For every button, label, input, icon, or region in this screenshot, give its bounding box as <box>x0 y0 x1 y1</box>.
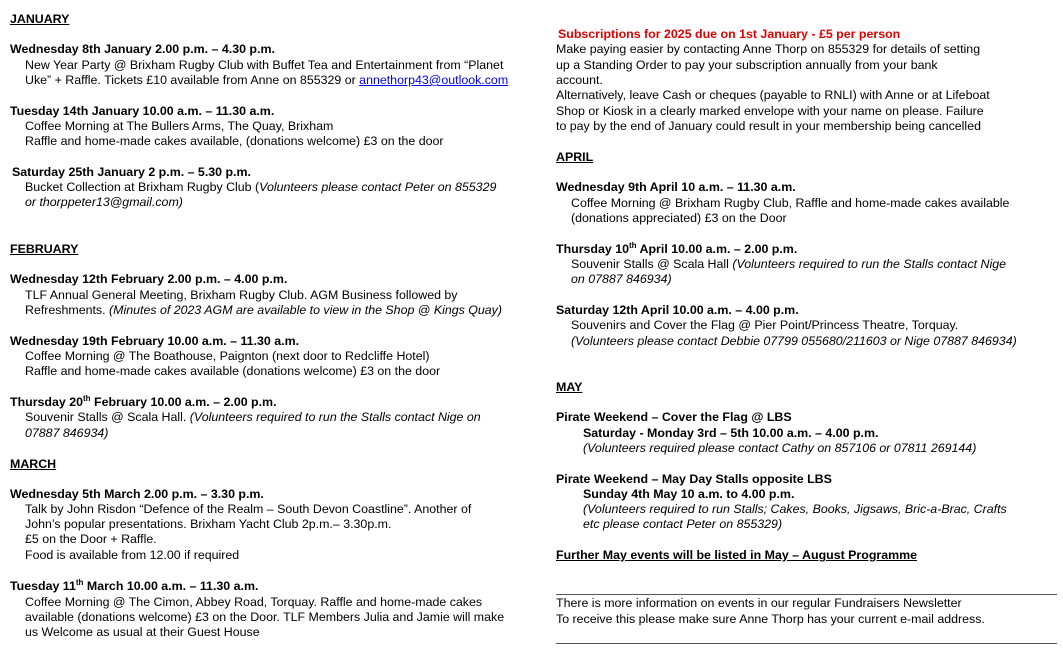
event-jan3-desc-1-italic: Volunteers please contact Peter on 855329 <box>259 180 497 194</box>
month-january: JANUARY <box>10 12 70 26</box>
event-mar2-heading-sup: th <box>75 577 84 587</box>
subscriptions-line-3: account. <box>556 73 603 87</box>
event-feb1-desc-2 <box>25 303 502 318</box>
subscriptions-line-6: to pay by the end of January could result in your membership being cancelled <box>556 119 981 133</box>
further-events-note: Further May events will be listed in May – August Programme <box>556 548 918 562</box>
event-may1-dates: Saturday - Monday 3rd – 5th 10.00 a.m. – 4.00 p.m. <box>583 426 879 440</box>
event-mar2-desc-3: us Welcome as usual at their Guest House <box>25 625 260 639</box>
event-jan1-desc-2 <box>25 73 508 88</box>
newsletter-info-1: There is more information on events in our regular Fundraisers Newsletter <box>556 596 962 610</box>
event-may2-desc-1: (Volunteers required to run Stalls; Cakes, Books, Jigsaws, Bric-a-Brac, Crafts <box>583 502 1007 516</box>
event-jan2-heading: Tuesday 14th January 10.00 a.m. – 11.30 a.m. <box>10 104 275 118</box>
event-jan3-desc-1 <box>25 180 496 195</box>
newsletter-info-2: To receive this please make sure Anne Thorp has your current e-mail address. <box>556 612 985 626</box>
event-mar1-desc-2: John’s popular presentations. Brixham Yacht Club 2p.m.– 3.30p.m. <box>25 517 392 531</box>
event-feb1-desc-2-italic: (Minutes of 2023 AGM are available to view in the Shop @ Kings Quay) <box>109 303 503 317</box>
event-feb3-heading-a: Thursday 20 <box>10 395 83 409</box>
event-apr2-heading-a: Thursday 10 <box>556 242 629 256</box>
event-may2-heading: Pirate Weekend – May Day Stalls opposite LBS <box>556 472 832 486</box>
event-jan3-desc-2: or thorppeter13@gmail.com) <box>25 195 183 209</box>
event-mar2-heading-a: Tuesday 11 <box>10 579 76 593</box>
event-jan3-desc-1-text: Bucket Collection at Brixham Rugby Club ( <box>25 180 260 194</box>
event-apr2-desc-1-text: Souvenir Stalls @ Scala Hall <box>571 257 733 271</box>
subscriptions-line-2: up a Standing Order to pay your subscription annually from your bank <box>556 58 938 72</box>
event-feb3-heading-b: February 10.00 a.m. – 2.00 p.m. <box>90 395 277 409</box>
subscriptions-heading: Subscriptions for 2025 due on 1st January - £5 per person <box>558 27 901 41</box>
event-mar1-desc-4: Food is available from 12.00 if required <box>25 548 240 562</box>
event-apr1-desc-2: (donations appreciated) £3 on the Door <box>571 211 787 225</box>
divider-bottom <box>556 643 1057 644</box>
subscriptions-line-1: Make paying easier by contacting Anne Thorp on 855329 for details of setting <box>556 42 981 56</box>
subscriptions-line-4: Alternatively, leave Cash or cheques (payable to RNLI) with Anne or at Lifeboat <box>556 88 990 102</box>
event-apr2-desc-2: on 07887 846934) <box>571 272 672 286</box>
event-feb1-desc-2-text: Refreshments. <box>25 303 110 317</box>
event-apr2-heading-sup: th <box>629 240 637 250</box>
event-jan3-heading: Saturday 25th January 2 p.m. – 5.30 p.m. <box>12 165 251 179</box>
event-mar2-heading-b: March 10.00 a.m. – 11.30 a.m. <box>83 579 259 593</box>
event-apr3-desc-1: Souvenirs and Cover the Flag @ Pier Point/Princess Theatre, Torquay. <box>571 318 959 332</box>
event-jan1-desc-2-text: Uke” + Raffle. Tickets £10 available from Anne on 855329 or <box>25 73 360 87</box>
event-jan1-desc-1: New Year Party @ Brixham Rugby Club with Buffet Tea and Entertainment from “Planet <box>25 58 504 72</box>
event-may2-desc-2: etc please contact Peter on 855329) <box>583 517 783 531</box>
event-feb3-desc-2: 07887 846934) <box>25 426 109 440</box>
event-jan2-desc-1: Coffee Morning at The Bullers Arms, The Quay, Brixham <box>25 119 334 133</box>
event-apr2-desc-1-italic: (Volunteers required to run the Stalls contact Nige <box>732 257 1007 271</box>
event-feb3-desc-1 <box>25 410 481 425</box>
event-feb1-desc-1: TLF Annual General Meeting, Brixham Rugby Club. AGM Business followed by <box>25 288 458 302</box>
event-apr3-desc-2: (Volunteers please contact Debbie 07799 055680/211603 or Nige 07887 846934) <box>571 334 1017 348</box>
event-feb1-heading: Wednesday 12th February 2.00 p.m. – 4.00 p.m. <box>10 272 288 286</box>
event-may2-dates: Sunday 4th May 10 a.m. to 4.00 p.m. <box>583 487 795 501</box>
event-feb3-heading <box>10 395 277 410</box>
subscriptions-line-5: Shop or Kiosk in a clearly marked envelope with your name on please. Failure <box>556 104 984 118</box>
event-apr1-desc-1: Coffee Morning @ Brixham Rugby Club, Raffle and home-made cakes available <box>571 196 1010 210</box>
event-mar1-desc-3: £5 on the Door + Raffle. <box>25 532 157 546</box>
event-mar2-desc-1: Coffee Morning @ The Cimon, Abbey Road, Torquay. Raffle and home-made cakes <box>25 595 483 609</box>
event-may1-heading: Pirate Weekend – Cover the Flag @ LBS <box>556 410 792 424</box>
event-feb3-heading-sup: th <box>83 393 91 403</box>
event-may1-desc-1: (Volunteers required please contact Cathy on 857106 or 07811 269144) <box>583 441 977 455</box>
event-apr2-heading <box>556 242 797 257</box>
event-feb2-heading: Wednesday 19th February 10.00 a.m. – 11.30 a.m. <box>10 334 300 348</box>
event-jan2-desc-2: Raffle and home-made cakes available, (donations welcome) £3 on the door <box>25 134 444 148</box>
email-link-anne[interactable]: annethorp43@outlook.com <box>359 73 509 87</box>
event-apr1-heading: Wednesday 9th April 10 a.m. – 11.30 a.m. <box>556 180 796 194</box>
event-mar1-heading: Wednesday 5th March 2.00 p.m. – 3.30 p.m. <box>10 487 264 501</box>
month-march: MARCH <box>10 457 57 471</box>
month-april: APRIL <box>556 150 594 164</box>
event-mar1-desc-1: Talk by John Risdon “Defence of the Realm – South Devon Coastline”. Another of <box>25 502 472 516</box>
event-apr2-heading-b: April 10.00 a.m. – 2.00 p.m. <box>636 242 798 256</box>
month-february: FEBRUARY <box>10 242 79 256</box>
event-feb2-desc-2: Raffle and home-made cakes available (donations welcome) £3 on the door <box>25 364 441 378</box>
event-feb2-desc-1: Coffee Morning @ The Boathouse, Paignton (next door to Redcliffe Hotel) <box>25 349 430 363</box>
event-mar2-heading <box>10 579 258 594</box>
event-jan1-heading: Wednesday 8th January 2.00 p.m. – 4.30 p.m. <box>10 42 275 56</box>
divider-top <box>556 594 1057 595</box>
event-mar2-desc-2: available (donations welcome) £3 on the Door. TLF Members Julia and Jamie will make <box>25 610 505 624</box>
event-apr3-heading: Saturday 12th April 10.00 a.m. – 4.00 p.m. <box>556 303 799 317</box>
event-apr2-desc-1 <box>571 257 1006 272</box>
event-feb3-desc-1-italic: (Volunteers required to run the Stalls contact Nige on <box>189 410 481 424</box>
month-may: MAY <box>556 380 583 394</box>
event-feb3-desc-1-text: Souvenir Stalls @ Scala Hall. <box>25 410 190 424</box>
